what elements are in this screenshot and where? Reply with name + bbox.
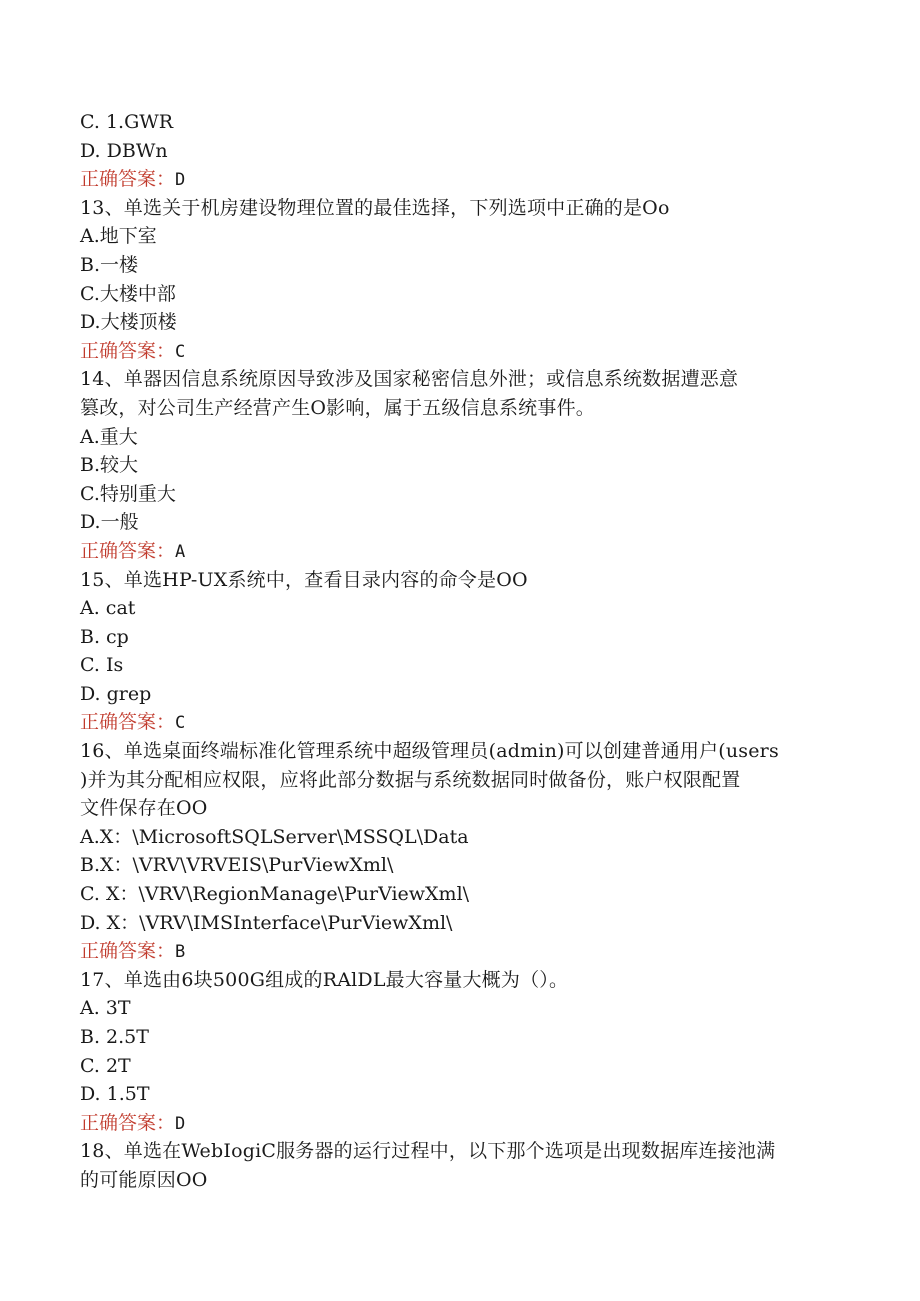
answer-option: D.一般: [80, 511, 139, 534]
answer-value: C: [175, 713, 186, 734]
question-text: 13、单选关于机房建设物理位置的最佳选择，下列选项中正确的是Oo: [80, 196, 670, 219]
answer-value: B: [175, 942, 186, 963]
answer-option: D. X：\VRV\IMSInterface\PurViewXml\: [80, 911, 453, 934]
answer-option: B.较大: [80, 454, 139, 477]
answer-option: B. cp: [80, 625, 129, 648]
answer-option: A.地下室: [80, 225, 157, 248]
answer-option: A.X：\MicrosoftSQLServer\MSSQL\Data: [80, 825, 469, 848]
answer-value: C: [175, 341, 186, 362]
answer-value: D: [175, 170, 186, 191]
question-text: 文件保存在OO: [80, 797, 208, 820]
question-text: )并为其分配相应权限，应将此部分数据与系统数据同时做备份，账户权限配置: [80, 768, 741, 791]
answer-label: 正确答案：: [80, 1111, 176, 1134]
answer-label: 正确答案：: [80, 711, 176, 734]
answer-option: C. 2T: [80, 1054, 131, 1077]
correct-answer: [80, 937, 840, 966]
answer-option: B. 2.5T: [80, 1026, 149, 1048]
answer-option: C. Is: [80, 654, 124, 677]
answer-option: A. 3T: [80, 997, 131, 1020]
answer-label: 正确答案：: [80, 539, 176, 562]
question-text: 17、单选由6块500G组成的RAlDL最大容量大概为（）。: [80, 968, 569, 991]
answer-label: 正确答案：: [80, 940, 176, 963]
correct-answer: [80, 165, 840, 194]
answer-value: D: [175, 1113, 186, 1134]
question-text: 篡改，对公司生产经营产生O影响，属于五级信息系统事件。: [80, 396, 595, 419]
correct-answer: [80, 1109, 840, 1138]
question-text: 18、单选在WebIogiC服务器的运行过程中，以下那个选项是出现数据库连接池满: [80, 1140, 776, 1163]
answer-option: D. 1.5T: [80, 1083, 150, 1106]
question-text: 15、单选HP-UX系统中，查看目录内容的命令是OO: [80, 568, 528, 591]
answer-option: D. grep: [80, 682, 152, 705]
correct-answer: [80, 537, 840, 566]
answer-label: 正确答案：: [80, 168, 176, 191]
answer-option: C.大楼中部: [80, 282, 176, 305]
answer-value: A: [175, 541, 186, 562]
answer-option: D. DBWn: [80, 139, 168, 162]
answer-option: A. cat: [80, 597, 136, 620]
answer-option: D.大楼顶楼: [80, 311, 177, 334]
answer-option: A.重大: [80, 425, 138, 448]
question-text: 14、单器因信息系统原因导致涉及国家秘密信息外泄；或信息系统数据遭恶意: [80, 368, 739, 391]
answer-option: C. 1.GWR: [80, 111, 174, 133]
exam-document: [80, 108, 840, 1195]
answer-option: B.一楼: [80, 253, 139, 276]
question-text: 16、单选桌面终端标准化管理系统中超级管理员(admin)可以创建普通用户(users: [80, 740, 779, 763]
answer-option: C. X：\VRV\RegionManage\PurViewXml\: [80, 883, 470, 906]
question-text: 的可能原因OO: [80, 1168, 208, 1191]
correct-answer: [80, 708, 840, 737]
answer-option: C.特别重大: [80, 482, 176, 505]
answer-label: 正确答案：: [80, 339, 176, 362]
answer-option: B.X：\VRV\VRVEIS\PurViewXml\: [80, 854, 394, 877]
correct-answer: [80, 337, 840, 366]
